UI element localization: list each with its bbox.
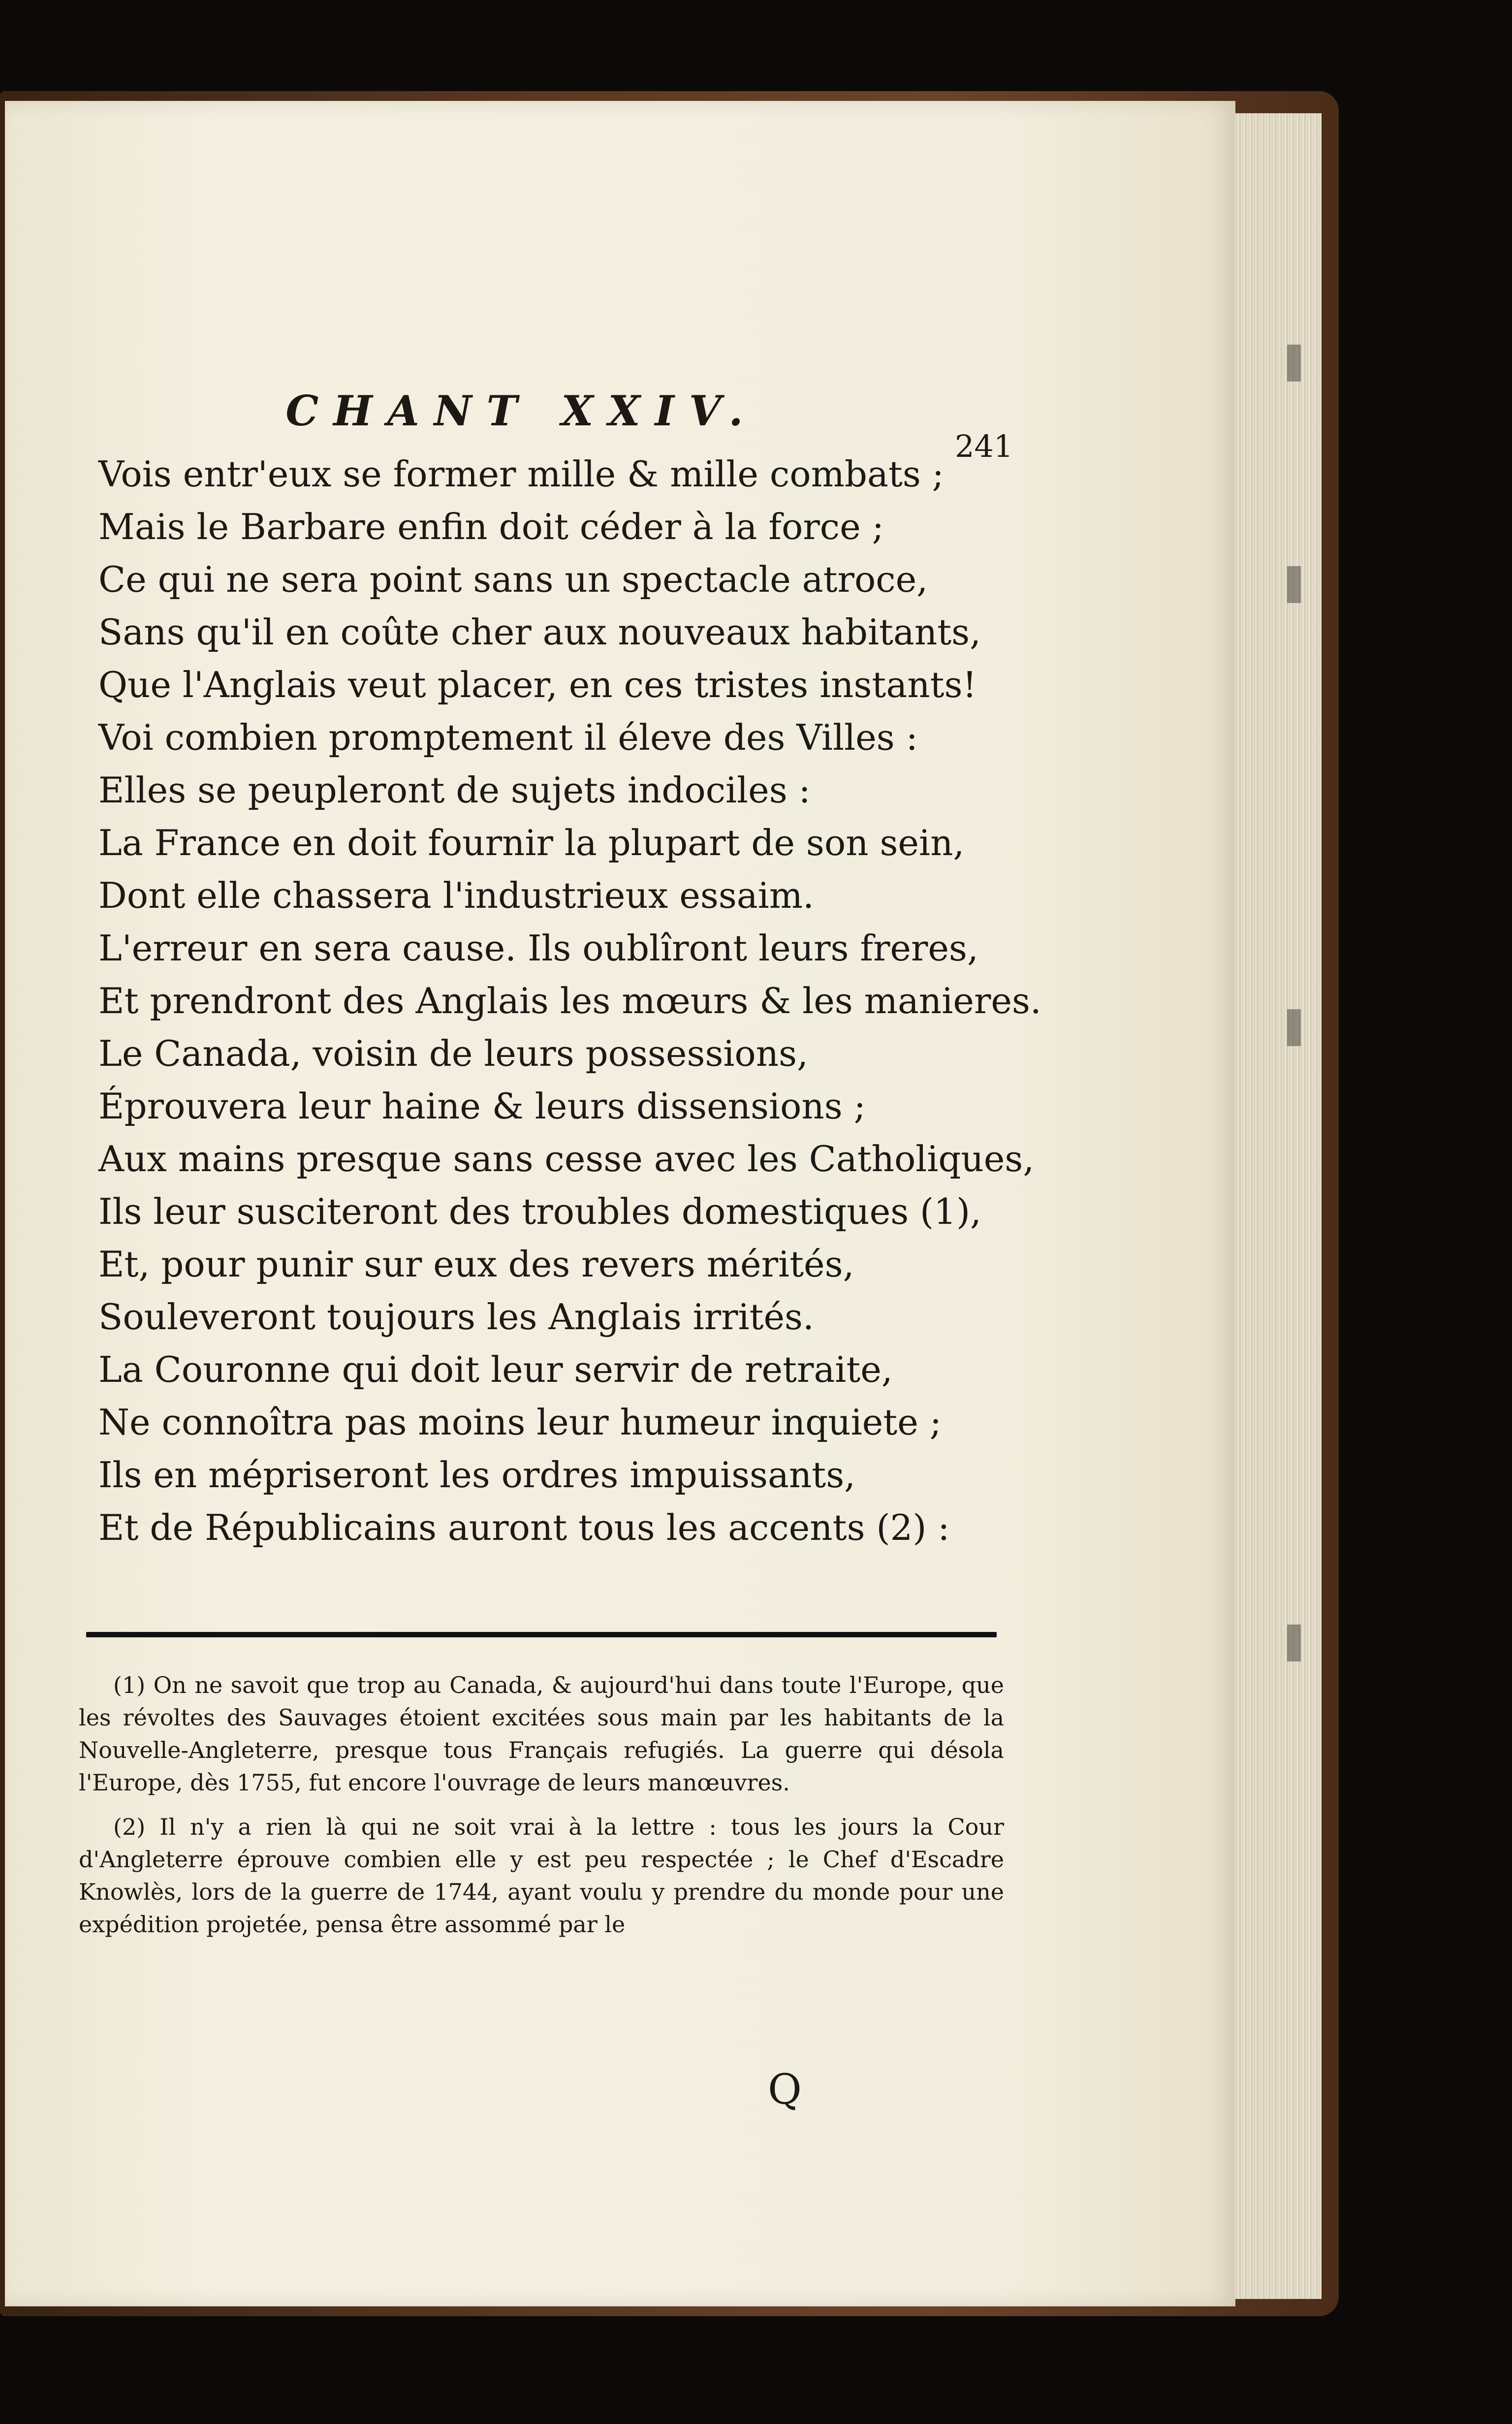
verse-line: Le Canada, voisin de leurs possessions, xyxy=(98,1033,808,1074)
book-page xyxy=(5,101,1235,2306)
verse-line: L'erreur en sera cause. Ils oublîront leurs freres, xyxy=(98,927,978,969)
footnotes xyxy=(79,1669,1004,1952)
verse-block xyxy=(98,448,1041,1554)
footnote-rule xyxy=(86,1632,997,1637)
page-edges xyxy=(1235,113,1322,2299)
verse-line: Aux mains presque sans cesse avec les Catholiques, xyxy=(98,1138,1035,1180)
verse-line: La France en doit fournir la plupart de son sein, xyxy=(98,822,965,863)
verse-line: Mais le Barbare enfin doit céder à la force ; xyxy=(98,506,884,547)
verse-line: Voi combien promptement il éleve des Villes : xyxy=(98,717,918,758)
edge-mark xyxy=(1287,345,1301,382)
verse-line: Et, pour punir sur eux des revers mérités, xyxy=(98,1244,854,1285)
verse-line: Souleveront toujours les Anglais irrités. xyxy=(98,1296,814,1338)
verse-line: Ils leur susciteront des troubles domestiques (1), xyxy=(98,1191,981,1232)
edge-mark xyxy=(1287,566,1301,603)
verse-line: Et prendront des Anglais les mœurs & les manieres. xyxy=(98,980,1041,1021)
verse-line: Sans qu'il en coûte cher aux nouveaux habitants, xyxy=(98,611,981,653)
verse-line: Elles se peupleront de sujets indociles : xyxy=(98,769,811,811)
footnote-2: (2) Il n'y a rien là qui ne soit vrai à la lettre : tous les jours la Cour d'Angleterre éprouve combien elle y est peu respectée ; le Chef d'Escadre Knowlès, lors de la guerre de 1744, ayant voulu y prendre du monde pour une expédition projetée, pensa être assommé par le xyxy=(79,1814,1004,1938)
footnote-1: (1) On ne savoit que trop au Canada, & aujourd'hui dans toute l'Europe, que les révoltes des Sauvages étoient excitées sous main par les habitants de la Nouvelle-Angleterre, presque tous Français refugiés. La guerre qui désola l'Europe, dès 1755, fut encore l'ouvrage de leurs manœuvres. xyxy=(79,1672,1004,1796)
page-number: 241 xyxy=(955,428,1013,464)
verse-line: Que l'Anglais veut placer, en ces tristes instants! xyxy=(98,664,977,705)
running-head: CHANT XXIV. xyxy=(285,386,758,435)
verse-line: Vois entr'eux se former mille & mille combats ; xyxy=(98,453,944,495)
edge-mark xyxy=(1287,1625,1301,1661)
signature-mark: Q xyxy=(768,2065,802,2113)
verse-line: Dont elle chassera l'industrieux essaim. xyxy=(98,875,814,916)
verse-line: Éprouvera leur haine & leurs dissensions ; xyxy=(98,1085,866,1127)
verse-line: La Couronne qui doit leur servir de retraite, xyxy=(98,1349,893,1390)
verse-line: Ne connoîtra pas moins leur humeur inquiete ; xyxy=(98,1402,942,1443)
verse-line: Ce qui ne sera point sans un spectacle atroce, xyxy=(98,559,928,600)
verse-line: Ils en mépriseront les ordres impuissants, xyxy=(98,1454,856,1496)
edge-mark xyxy=(1287,1009,1301,1046)
verse-line: Et de Républicains auront tous les accents (2) : xyxy=(98,1507,950,1548)
